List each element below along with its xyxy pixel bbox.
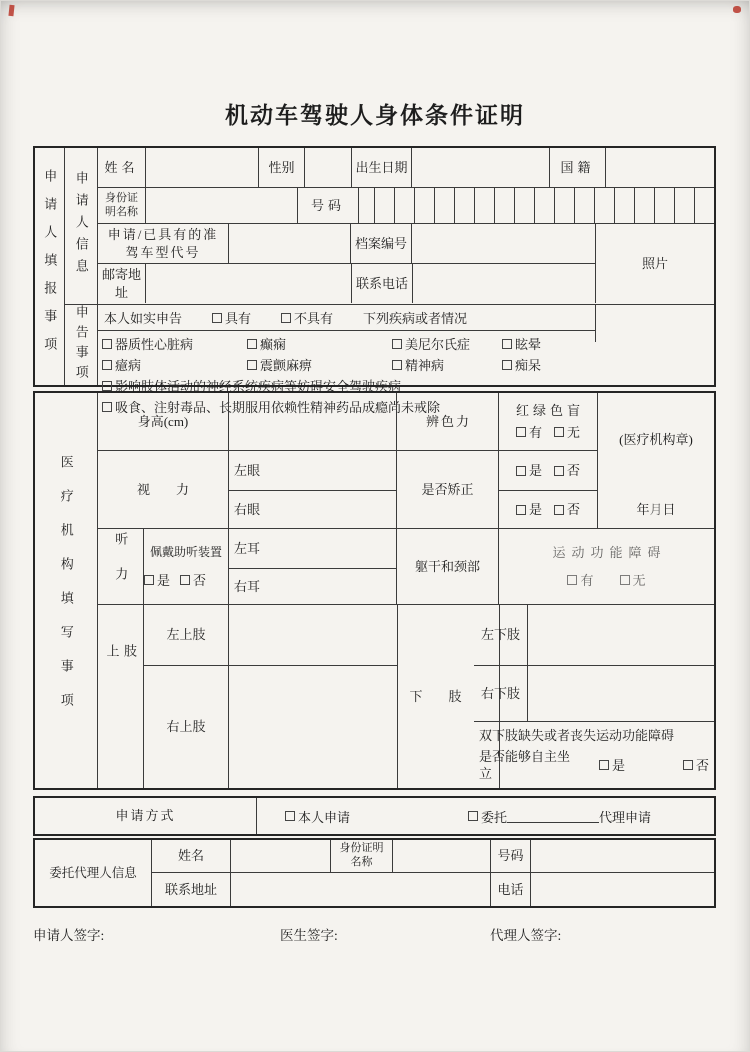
date-row[interactable] — [636, 501, 675, 519]
id-digit-cell[interactable] — [555, 188, 575, 223]
disease-heart-option[interactable]: 器质性心脏病 — [102, 334, 247, 353]
nationality-value-cell[interactable] — [602, 148, 714, 187]
seal-placeholder: (医疗机构章) — [619, 432, 693, 448]
month-label: 月 — [649, 501, 663, 517]
no-checkbox[interactable] — [554, 466, 564, 476]
self-apply-option[interactable]: 本人申请 — [285, 807, 350, 826]
disease-checkbox[interactable] — [247, 339, 257, 349]
id-digit-cell[interactable] — [415, 188, 435, 223]
name-value-cell[interactable] — [142, 148, 259, 187]
apply-method-options — [255, 798, 714, 834]
id-digit-cell[interactable] — [455, 188, 475, 223]
disease-checkbox[interactable] — [102, 339, 112, 349]
yes-checkbox[interactable] — [516, 466, 526, 476]
declare-suffix-text: 下列疾病或者情况 — [363, 311, 468, 327]
disease-parkinson-option[interactable]: 震颤麻痹 — [247, 355, 392, 374]
agent-suffix-text: 代理申请 — [599, 809, 652, 825]
right-ear-cell[interactable]: 右耳 — [234, 578, 261, 594]
disease-checkbox[interactable] — [247, 360, 257, 370]
left-eye-cell[interactable]: 左眼 — [229, 451, 396, 491]
have-checkbox[interactable] — [567, 575, 577, 585]
red-green-none-option[interactable]: 无 — [554, 424, 580, 442]
id-digit-cell[interactable] — [475, 188, 495, 223]
id-digit-cell[interactable] — [535, 188, 555, 223]
declare-has-option[interactable]: 具有 — [212, 308, 251, 327]
hearing-aid-no-option[interactable]: 否 — [180, 572, 206, 590]
id-digit-cell[interactable] — [695, 188, 714, 223]
agent-id-no-value-cell[interactable] — [531, 840, 714, 872]
none-checkbox[interactable] — [620, 575, 630, 585]
vision-label: 视力 — [136, 481, 215, 497]
id-digit-cell[interactable] — [395, 188, 415, 223]
agent-info-rows — [152, 840, 714, 906]
license-code-value-cell[interactable] — [227, 224, 351, 263]
id-digit-cell[interactable] — [375, 188, 395, 223]
disease-nervous-option[interactable]: 影响肢体活动的神经系统疾病等妨碍安全驾驶疾病 — [102, 376, 401, 395]
disease-meniere-option[interactable]: 美尼尔氏症 — [392, 334, 502, 353]
row-name-gender-birth — [98, 148, 714, 188]
red-green-cell — [499, 393, 597, 451]
corrected-yes-option[interactable]: 是 — [516, 501, 542, 519]
hasnot-checkbox[interactable] — [281, 313, 291, 323]
agent-id-no-label: 号码 — [491, 840, 531, 872]
motor-have-option[interactable]: 有 — [567, 572, 593, 590]
disease-mental-option[interactable]: 精神病 — [392, 355, 502, 374]
corrected-label: 是否矫正 — [421, 481, 474, 497]
applicant-signature-label[interactable]: 申请人签字: — [33, 928, 105, 944]
mail-address-value-cell[interactable] — [146, 264, 352, 303]
disease-vertigo-option[interactable]: 眩晕 — [502, 334, 541, 353]
day-label: 日 — [662, 501, 676, 517]
doctor-signature-label[interactable]: 医生签字: — [280, 928, 338, 944]
id-digit-cell[interactable] — [435, 188, 455, 223]
nationality-label: 国籍 — [550, 148, 606, 187]
both-lower-line2: 是否能够自主坐立 — [479, 748, 571, 782]
disease-hysteria-option[interactable]: 癔病 — [102, 355, 247, 374]
no-checkbox[interactable] — [683, 760, 693, 770]
birth-label: 出生日期 — [352, 148, 412, 187]
agent-id-type-value-cell[interactable] — [393, 840, 491, 872]
applicant-section-label: 申请人填报事项 — [35, 148, 65, 385]
id-digit-cell[interactable] — [495, 188, 515, 223]
id-number-digit-cells — [355, 188, 714, 223]
hearing-aid-options — [144, 572, 228, 590]
signature-row — [33, 924, 750, 944]
declare-intro-text: 本人如实申告 — [104, 311, 183, 327]
hearing-aid-yes-option[interactable]: 是 — [144, 572, 170, 590]
medical-top-block — [98, 393, 714, 529]
declare-section-label: 申告事项 — [65, 305, 98, 385]
agent-info-table — [33, 838, 716, 908]
agent-address-value-cell[interactable] — [231, 873, 491, 906]
disease-checkbox[interactable] — [102, 381, 112, 391]
id-digit-cell[interactable] — [655, 188, 675, 223]
height-value-cell[interactable] — [229, 393, 396, 451]
left-ear-cell[interactable]: 左耳 — [229, 529, 396, 569]
scan-artifact-red-mark — [733, 6, 741, 13]
hearing-aid-label: 佩戴助听装置 — [149, 545, 222, 560]
left-upper-limb-label: 左上肢 — [144, 605, 229, 665]
medical-section-table — [33, 391, 716, 790]
red-green-have-option[interactable]: 有 — [516, 424, 542, 442]
right-eye-cell[interactable]: 右眼 — [234, 501, 261, 517]
corrected-left-options — [499, 451, 597, 491]
corrected-right-options — [499, 491, 597, 528]
motor-impairment-cell — [499, 529, 714, 604]
license-code-label: 申请/已具有的准驾车型代号 — [98, 224, 229, 263]
id-type-label: 身份证明名称 — [98, 188, 146, 223]
agent-info-label: 委托代理人信息 — [35, 840, 152, 906]
mail-address-label: 邮寄地址 — [98, 264, 146, 303]
disease-checkbox[interactable] — [102, 360, 112, 370]
disease-epilepsy-option[interactable]: 癫痫 — [247, 334, 392, 353]
photo-cell[interactable]: 照片 — [641, 255, 668, 271]
agent-name-value-cell[interactable] — [231, 840, 331, 872]
motor-impairment-label: 运动功能障碍 — [552, 545, 667, 561]
has-checkbox[interactable] — [212, 313, 222, 323]
contact-phone-value-cell[interactable] — [413, 264, 595, 303]
disease-checkbox[interactable] — [392, 360, 402, 370]
red-green-label: 红绿色盲 — [515, 403, 584, 419]
name-label: 姓名 — [98, 148, 146, 187]
id-digit-cell[interactable] — [675, 188, 695, 223]
no-checkbox[interactable] — [180, 575, 190, 585]
id-type-value-cell[interactable] — [146, 188, 298, 223]
id-digit-cell[interactable] — [355, 188, 375, 223]
agent-phone-value-cell[interactable] — [531, 873, 714, 906]
birth-value-cell[interactable] — [412, 148, 550, 187]
yes-checkbox[interactable] — [516, 505, 526, 515]
sit-no-option[interactable]: 否 — [683, 757, 709, 775]
right-lower-limb-value-cell[interactable] — [528, 666, 714, 721]
disease-dementia-option[interactable]: 痴呆 — [502, 355, 541, 374]
id-digit-cell[interactable] — [635, 188, 655, 223]
agent-phone-label: 电话 — [491, 873, 531, 906]
left-lower-limb-label: 左下肢 — [474, 605, 528, 665]
color-vision-label: 辨色力 — [397, 393, 500, 451]
have-checkbox[interactable] — [516, 427, 526, 437]
file-number-value-cell[interactable] — [412, 224, 595, 263]
trunk-neck-label: 躯干和颈部 — [397, 529, 499, 604]
motor-none-option[interactable]: 无 — [620, 572, 646, 590]
right-lower-limb-label: 右下肢 — [474, 666, 528, 721]
disease-checkbox[interactable] — [392, 339, 402, 349]
disease-checkbox[interactable] — [502, 339, 512, 349]
right-upper-limb-label: 右上肢 — [144, 666, 229, 788]
upper-limb-label: 上肢 — [98, 605, 144, 788]
entrust-name-write-line[interactable] — [507, 809, 599, 823]
agent-name-label: 姓名 — [152, 840, 231, 872]
form-title: 机动车驾驶人身体条件证明 — [225, 103, 525, 128]
height-label: 身高(cm) — [98, 393, 228, 451]
id-digit-cell[interactable] — [615, 188, 635, 223]
corrected-yes-option[interactable]: 是 — [516, 462, 542, 480]
row-id-number — [98, 188, 714, 224]
disease-checkbox[interactable] — [502, 360, 512, 370]
agent-id-type-label: 身份证明名称 — [331, 840, 393, 872]
yes-checkbox[interactable] — [144, 575, 154, 585]
medical-limbs-block — [98, 605, 714, 788]
no-checkbox[interactable] — [554, 505, 564, 515]
sit-yes-option[interactable]: 是 — [599, 757, 625, 775]
agent-address-label: 联系地址 — [152, 873, 231, 906]
both-lower-line1: 双下肢缺失或者丧失运动功能障碍 — [479, 728, 675, 744]
apply-method-table — [33, 796, 716, 836]
lower-limb-label: 下肢 — [398, 605, 500, 788]
self-apply-checkbox[interactable] — [285, 811, 295, 821]
medical-main — [98, 393, 714, 788]
left-lower-limb-value-cell[interactable] — [528, 605, 714, 665]
medical-hearing-block — [98, 529, 714, 605]
right-upper-limb-value-cell[interactable] — [229, 666, 397, 788]
row-license-mail-photo-top — [98, 224, 714, 303]
medical-seal-cell — [598, 393, 714, 528]
yes-checkbox[interactable] — [599, 760, 609, 770]
disease-drugs-option[interactable]: 吸食、注射毒品、长期服用依赖性精神药品成瘾尚未戒除 — [102, 397, 440, 416]
both-lower-limbs-cell — [474, 722, 714, 788]
declare-intro-row — [98, 305, 595, 331]
id-digit-cell[interactable] — [575, 188, 595, 223]
id-digit-cell[interactable] — [515, 188, 535, 223]
year-label: 年 — [636, 501, 650, 517]
hearing-label: 听力 — [98, 529, 144, 604]
id-number-label: 号码 — [298, 188, 359, 223]
left-upper-limb-value-cell[interactable] — [229, 605, 397, 665]
file-number-label: 档案编号 — [351, 224, 412, 263]
apply-method-label: 申请方式 — [35, 798, 257, 834]
medical-section-label: 医疗机构填写事项 — [35, 393, 98, 788]
corrected-no-option[interactable]: 否 — [554, 501, 580, 519]
photo-cell-lower-part — [596, 305, 714, 342]
contact-phone-label: 联系电话 — [352, 264, 413, 303]
gender-value-cell[interactable] — [305, 148, 352, 187]
gender-label: 性别 — [259, 148, 305, 187]
entrust-option[interactable]: 委托 — [468, 807, 507, 826]
applicant-info-rows — [98, 148, 714, 304]
id-digit-cell[interactable] — [595, 188, 615, 223]
declare-hasnot-option[interactable]: 不具有 — [281, 308, 333, 327]
agent-signature-label[interactable]: 代理人签字: — [490, 928, 562, 944]
applicant-info-label: 申请人信息 — [65, 148, 98, 304]
corrected-no-option[interactable]: 否 — [554, 462, 580, 480]
none-checkbox[interactable] — [554, 427, 564, 437]
entrust-checkbox[interactable] — [468, 811, 478, 821]
